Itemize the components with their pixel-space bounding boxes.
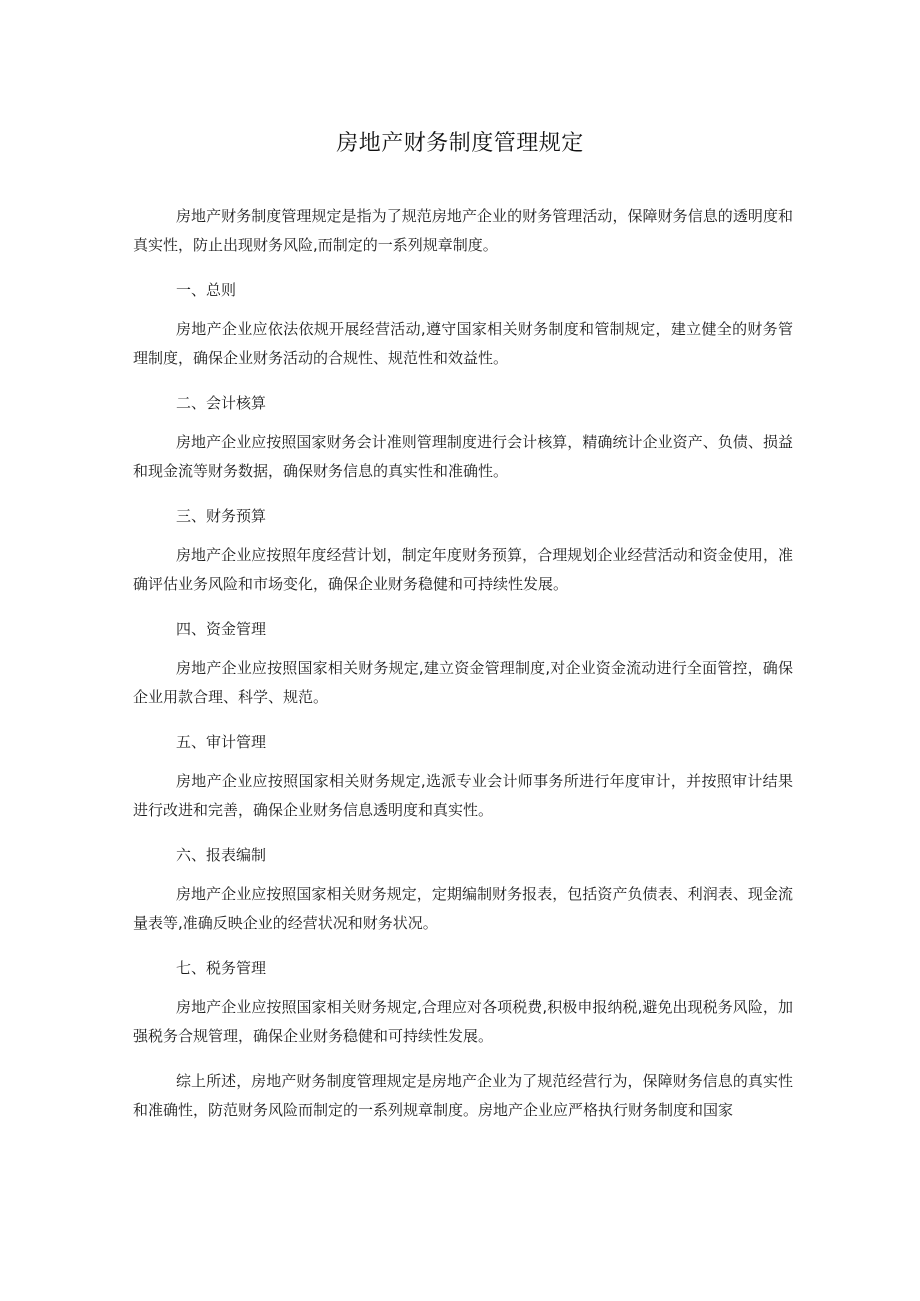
section-heading-reports: 六、报表编制 <box>176 846 267 864</box>
section-heading-budget: 三、财务预算 <box>176 507 267 525</box>
section-text-reports: 房地产企业应按照国家相关财务规定，定期编制财务报表，包括资产负债表、利润表、现金流量表等,准确反映企业的经营状况和财务状况。 <box>133 885 793 932</box>
section-text-budget: 房地产企业应按照年度经营计划，制定年度财务预算，合理规划企业经营活动和资金使用，准确评估业务风险和市场变化，确保企业财务稳健和可持续性发展。 <box>133 546 793 593</box>
section-heading-funds: 四、资金管理 <box>176 620 267 638</box>
section-heading-audit: 五、审计管理 <box>176 733 267 751</box>
section-text-audit: 房地产企业应按照国家相关财务规定,选派专业会计师事务所进行年度审计，并按照审计结果进行改进和完善，确保企业财务信息透明度和真实性。 <box>133 772 793 819</box>
section-heading-tax: 七、税务管理 <box>176 959 267 977</box>
conclusion-paragraph: 综上所述，房地产财务制度管理规定是房地产企业为了规范经营行为，保障财务信息的真实性和准确性，防范财务风险而制定的一系列规章制度。房地产企业应严格执行财务制度和国家 <box>133 1072 793 1119</box>
section-text-accounting: 房地产企业应按照国家财务会计准则管理制度进行会计核算，精确统计企业资产、负债、损益和现金流等财务数据，确保财务信息的真实性和准确性。 <box>133 433 793 480</box>
document-title: 房地产财务制度管理规定 <box>336 131 584 156</box>
section-text-funds: 房地产企业应按照国家相关财务规定,建立资金管理制度,对企业资金流动进行全面管控，确保企业用款合理、科学、规范。 <box>133 659 793 706</box>
section-text-tax: 房地产企业应按照国家相关财务规定,合理应对各项税费,积极申报纳税,避免出现税务风险，加强税务合规管理，确保企业财务稳健和可持续性发展。 <box>133 998 793 1045</box>
section-heading-accounting: 二、会计核算 <box>176 394 267 412</box>
intro-paragraph: 房地产财务制度管理规定是指为了规范房地产企业的财务管理活动，保障财务信息的透明度和真实性，防止出现财务风险,而制定的一系列规章制度。 <box>133 207 793 254</box>
section-text-general: 房地产企业应依法依规开展经营活动,遵守国家相关财务制度和管制规定，建立健全的财务管理制度，确保企业财务活动的合规性、规范性和效益性。 <box>133 320 793 367</box>
section-heading-general: 一、总则 <box>176 281 237 299</box>
